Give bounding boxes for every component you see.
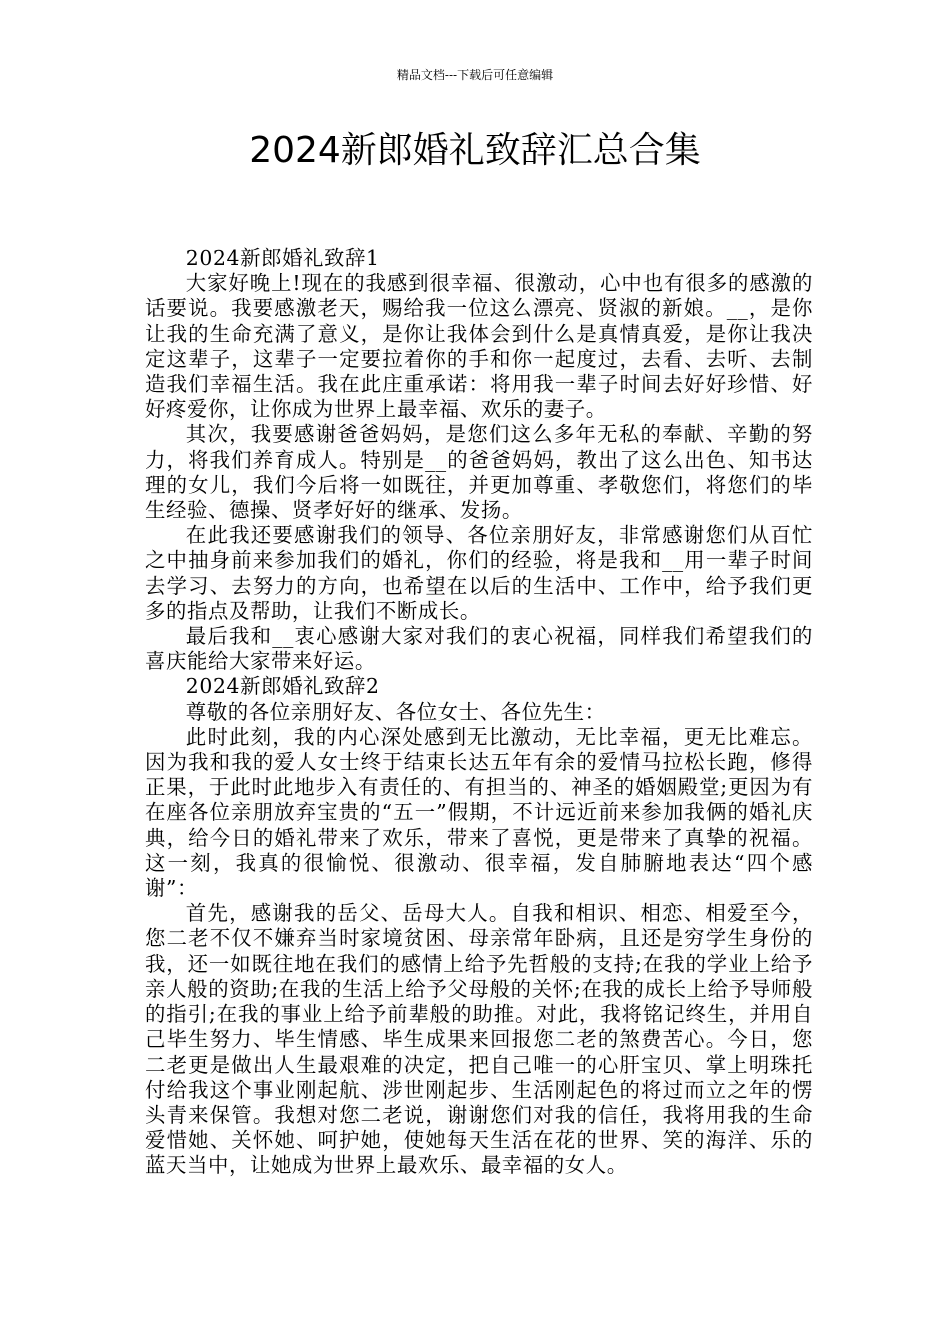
page-header: 精品文档---下载后可任意编辑 (396, 68, 554, 82)
section-heading: 2024新郎婚礼致辞2 (185, 674, 380, 699)
paragraph: 其次，我要感谢爸爸妈妈，是您们这么多年无私的奉献、辛勤的努力，将我们养育成人。特别是__的爸爸妈妈，教出了这么出色、知书达理的女儿，我们今后将一如既往，并更加尊重、孝敬您们，将您们的毕生经验、德操、贤孝好好的继承、发扬。 (145, 422, 813, 523)
paragraph: 此时此刻，我的内心深处感到无比激动，无比幸福，更无比难忘。因为我和我的爱人女士终于结束长达五年有余的爱情马拉松长跑，修得正果，于此时此地步入有责任的、有担当的、神圣的婚姻殿堂;更因为有在座各位亲朋放弃宝贵的“五一”假期，不计远近前来参加我俩的婚礼庆典，给今日的婚礼带来了欢乐，带来了喜悦，更是带来了真挚的祝福。这一刻，我真的很愉悦、很激动、很幸福，发自肺腑地表达“四个感谢”： (145, 724, 813, 901)
section-heading: 2024新郎婚礼致辞1 (185, 246, 380, 270)
paragraph: 大家好晚上!现在的我感到很幸福、很激动，心中也有很多的感激的话要说。我要感激老天，赐给我一位这么漂亮、贤淑的新娘。__，是你让我的生命充满了意义，是你让我体会到什么是真情真爱，是你让我决定这辈子，这辈子一定要拉着你的手和你一起度过，去看、去听、去制造我们幸福生活。我在此庄重承诺：将用我一辈子时间去好好珍惜、好好疼爱你，让你成为世界上最幸福、欢乐的妻子。 (145, 271, 813, 422)
paragraph: 首先，感谢我的岳父、岳母大人。自我和相识、相恋、相爱至今，您二老不仅不嫌弃当时家境贫困、母亲常年卧病，且还是穷学生身份的我，还一如既往地在我们的感情上给予先哲般的支持;在我的学业上给予亲人般的资助;在我的生活上给予父母般的关怀;在我的成长上给予导师般的指引;在我的事业上给予前辈般的助推。对此，我将铭记终生，并用自己毕生努力、毕生情感、毕生成果来回报您二老的煞费苦心。今日，您二老更是做出人生最艰难的决定，把自己唯一的心肝宝贝、掌上明珠托付给我这个事业刚起航、涉世刚起步、生活刚起色的将过而立之年的愣头青来保管。我想对您二老说，谢谢您们对我的信任，我将用我的生命爱惜她、关怀她、呵护她，使她每天生活在花的世界、笑的海洋、乐的蓝天当中，让她成为世界上最欢乐、最幸福的女人。 (145, 901, 813, 1178)
paragraph: 最后我和__衷心感谢大家对我们的衷心祝福，同样我们希望我们的喜庆能给大家带来好运。 (145, 624, 813, 674)
document-title: 2024新郎婚礼致辞汇总合集 (249, 130, 701, 171)
paragraph: 尊敬的各位亲朋好友、各位女士、各位先生： (185, 699, 606, 724)
document-body (145, 246, 813, 1179)
paragraph: 在此我还要感谢我们的领导、各位亲朋好友，非常感谢您们从百忙之中抽身前来参加我们的婚礼，你们的经验，将是我和__用一辈子时间去学习、去努力的方向，也希望在以后的生活中、工作中，给予我们更多的指点及帮助，让我们不断成长。 (145, 523, 813, 623)
